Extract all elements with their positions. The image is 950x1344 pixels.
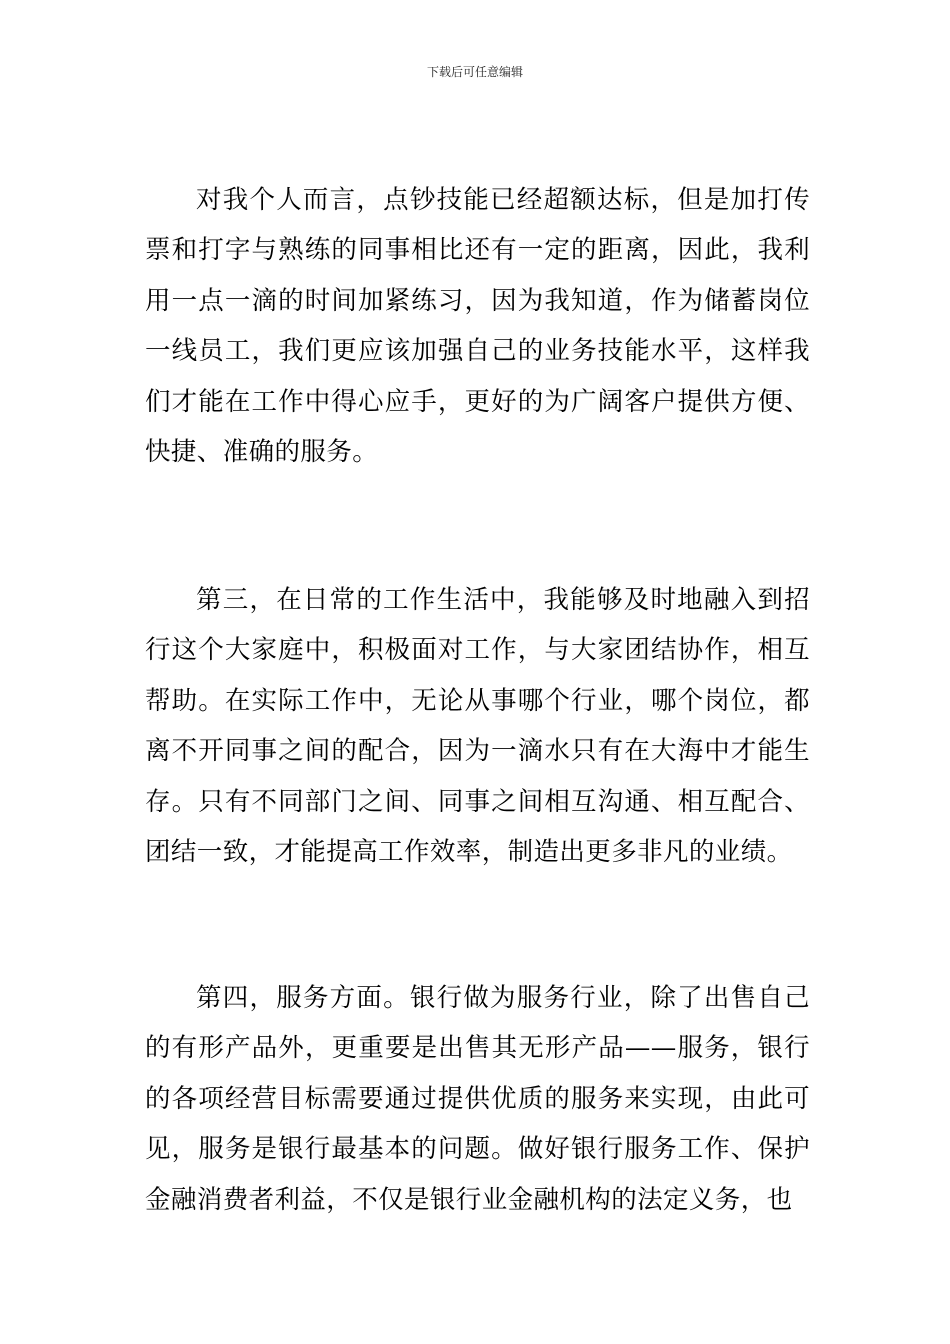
page-header: 下载后可任意编辑 [426, 65, 523, 79]
paragraph-teamwork: 第三，在日常的工作生活中，我能够及时地融入到招行这个大家庭中，积极面对工作，与大家团结协作，相互帮助。在实际工作中，无论从事哪个行业，哪个岗位，都离不开同事之间的配合，因为一滴水只有在大海中才能生存。只有不同部门之间、同事之间相互沟通、相互配合、团结一致，才能提高工作效率，制造出更多非凡的业绩。 [145, 585, 810, 868]
paragraph-service: 第四，服务方面。银行做为服务行业，除了出售自己的有形产品外，更重要是出售其无形产品——服务，银行的各项经营目标需要通过提供优质的服务来实现，由此可见，服务是银行最基本的问题。做好银行服务工作、保护金融消费者利益，不仅是银行业金融机构的法定义务，也 [145, 983, 810, 1215]
paragraph-skills: 对我个人而言，点钞技能已经超额达标，但是加打传票和打字与熟练的同事相比还有一定的距离，因此，我利用一点一滴的时间加紧练习，因为我知道，作为储蓄岗位一线员工，我们更应该加强自己的业务技能水平，这样我们才能在工作中得心应手，更好的为广阔客户提供方便、快捷、准确的服务。 [145, 185, 810, 468]
